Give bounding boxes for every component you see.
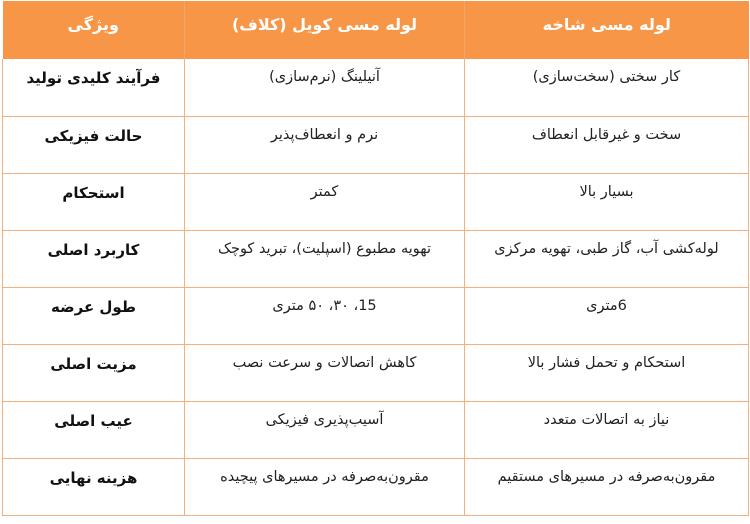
cell-coil: آسیب‌پذیری فیزیکی — [185, 401, 465, 458]
cell-coil: تهویه مطبوع (اسپلیت)، تبرید کوچک — [185, 230, 465, 287]
cell-feature: کاربرد اصلی — [3, 230, 185, 287]
cell-feature: عیب اصلی — [3, 401, 185, 458]
table-row — [3, 344, 749, 401]
cell-coil: مقرون‌به‌صرفه در مسیرهای پیچیده — [185, 458, 465, 515]
comparison-table — [2, 1, 749, 516]
cell-feature: فرآیند کلیدی تولید — [3, 59, 185, 116]
table-row — [3, 287, 749, 344]
header-feature: ویژگی — [3, 1, 185, 59]
cell-coil: نرم و انعطاف‌پذیر — [185, 116, 465, 173]
cell-rigid: استحکام و تحمل فشار بالا — [465, 344, 749, 401]
cell-feature: مزیت اصلی — [3, 344, 185, 401]
table-row — [3, 458, 749, 515]
header-coil-pipe: لوله مسی کویل (کلاف) — [185, 1, 465, 59]
cell-rigid: نیاز به اتصالات متعدد — [465, 401, 749, 458]
table-row — [3, 230, 749, 287]
cell-coil: کاهش اتصالات و سرعت نصب — [185, 344, 465, 401]
table-body — [3, 59, 749, 515]
table-row — [3, 116, 749, 173]
cell-rigid: سخت و غیرقابل انعطاف — [465, 116, 749, 173]
cell-coil: کمتر — [185, 173, 465, 230]
cell-rigid: مقرون‌به‌صرفه در مسیرهای مستقیم — [465, 458, 749, 515]
table-row — [3, 59, 749, 116]
cell-rigid: 6متری — [465, 287, 749, 344]
cell-feature: طول عرضه — [3, 287, 185, 344]
cell-feature: استحکام — [3, 173, 185, 230]
cell-coil: 15، ۳۰، ۵۰ متری — [185, 287, 465, 344]
cell-rigid: کار سختی (سخت‌سازی) — [465, 59, 749, 116]
table-row — [3, 173, 749, 230]
cell-feature: حالت فیزیکی — [3, 116, 185, 173]
header-rigid-pipe: لوله مسی شاخه — [465, 1, 749, 59]
table-row — [3, 401, 749, 458]
cell-feature: هزینه نهایی — [3, 458, 185, 515]
cell-rigid: لوله‌کشی آب، گاز طبی، تهویه مرکزی — [465, 230, 749, 287]
comparison-table-container — [0, 1, 750, 524]
cell-coil: آنیلینگ (نرم‌سازی) — [185, 59, 465, 116]
header-row — [3, 1, 749, 59]
cell-rigid: بسیار بالا — [465, 173, 749, 230]
table-header — [3, 1, 749, 59]
